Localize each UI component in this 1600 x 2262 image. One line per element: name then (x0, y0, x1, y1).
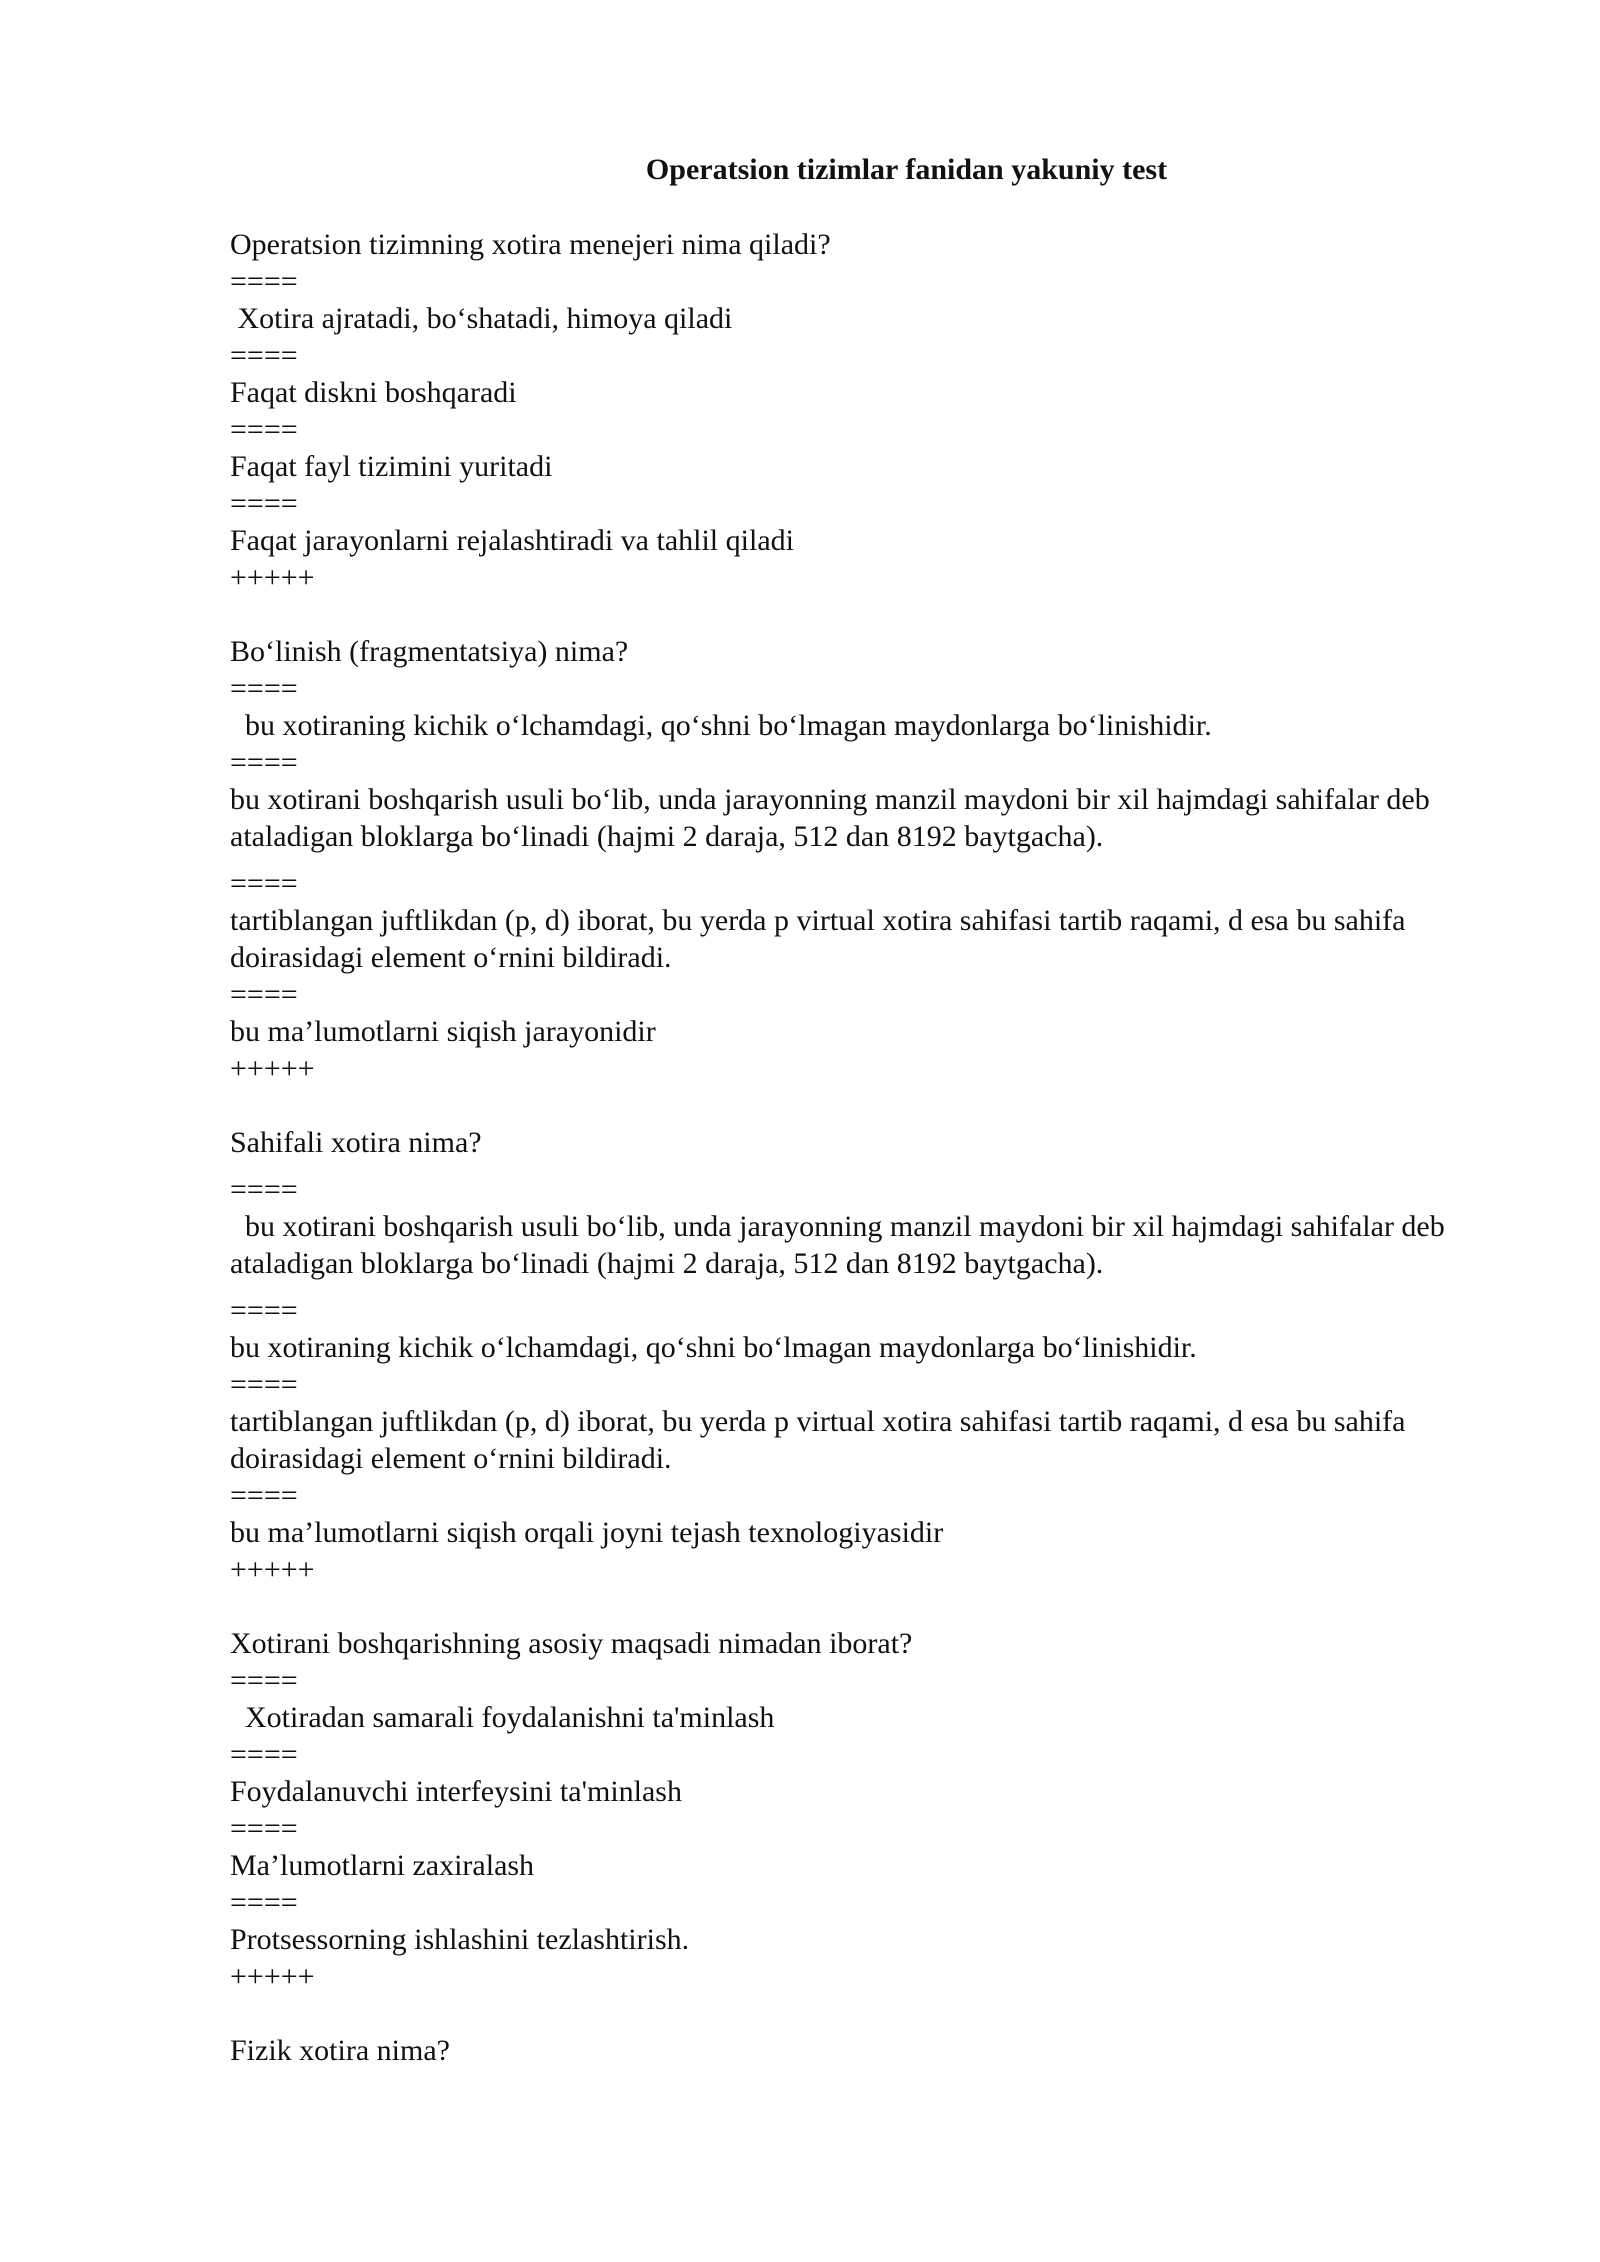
answer-option: Faqat diskni boshqaradi (230, 376, 517, 409)
option-separator: ==== (230, 672, 298, 705)
question-text: Fizik xotira nima? (230, 2034, 450, 2067)
option-spacer (230, 1282, 1510, 1292)
answer-option: Faqat jarayonlarni rejalashtiradi va tahlil qiladi (230, 524, 794, 557)
answer-option: tartiblangan juftlikdan (p, d) iborat, bu yerda p virtual xotira sahifasi tartib raqami, d esa bu sahifa doirasidagi element o‘rnini bildiradi. (230, 1405, 1413, 1475)
question-text: Sahifali xotira nima? (230, 1126, 482, 1159)
answer-option: Xotiradan samarali foydalanishni ta'minlash (230, 1701, 775, 1734)
question-end-marker: +++++ (230, 561, 315, 594)
question-text: Bo‘linish (fragmentatsiya) nima? (230, 635, 629, 668)
question-text: Xotirani boshqarishning asosiy maqsadi nimadan iborat? (230, 1627, 913, 1660)
question-spacer (230, 1588, 1510, 1625)
question-spacer (230, 1995, 1510, 2032)
option-separator: ==== (230, 1173, 298, 1206)
option-separator: ==== (230, 1479, 298, 1512)
answer-option: bu xotiraning kichik o‘lchamdagi, qo‘shni bo‘lmagan maydonlarga bo‘linishidir. (230, 709, 1212, 742)
answer-option: bu xotirani boshqarish usuli bo‘lib, unda jarayonning manzil maydoni bir xil hajmdagi sahifalar deb ataladigan bloklarga bo‘linadi (hajmi 2 daraja, 512 dan 8192 baytgacha). (230, 783, 1438, 853)
option-spacer (230, 855, 1510, 865)
document-title: Operatsion tizimlar fanidan yakuniy test (645, 153, 1168, 186)
answer-option: bu ma’lumotlarni siqish jarayonidir (230, 1015, 656, 1048)
option-separator: ==== (230, 413, 298, 446)
test-content (230, 226, 1510, 2069)
answer-option: Xotira ajratadi, bo‘shatadi, himoya qiladi (230, 302, 733, 335)
option-separator: ==== (230, 339, 298, 372)
answer-option: bu xotirani boshqarish usuli bo‘lib, unda jarayonning manzil maydoni bir xil hajmdagi sahifalar deb ataladigan bloklarga bo‘linadi (hajmi 2 daraja, 512 dan 8192 baytgacha). (230, 1210, 1453, 1280)
answer-option: bu xotiraning kichik o‘lchamdagi, qo‘shni bo‘lmagan maydonlarga bo‘linishidir. (230, 1331, 1197, 1364)
answer-option: bu ma’lumotlarni siqish orqali joyni tejash texnologiyasidir (230, 1516, 944, 1549)
option-spacer (230, 1161, 1510, 1171)
option-separator: ==== (230, 1368, 298, 1401)
option-separator: ==== (230, 1294, 298, 1327)
option-separator: ==== (230, 746, 298, 779)
option-separator: ==== (230, 487, 298, 520)
answer-option: tartiblangan juftlikdan (p, d) iborat, bu yerda p virtual xotira sahifasi tartib raqami, d esa bu sahifa doirasidagi element o‘rnini bildiradi. (230, 904, 1413, 974)
answer-option: Faqat fayl tizimini yuritadi (230, 450, 553, 483)
option-separator: ==== (230, 867, 298, 900)
option-separator: ==== (230, 1886, 298, 1919)
answer-option: Foydalanuvchi interfeysini ta'minlash (230, 1775, 682, 1808)
option-separator: ==== (230, 1812, 298, 1845)
question-spacer (230, 1087, 1510, 1124)
question-text: Operatsion tizimning xotira menejeri nima qiladi? (230, 228, 831, 261)
question-spacer (230, 596, 1510, 633)
option-separator: ==== (230, 265, 298, 298)
question-end-marker: +++++ (230, 1960, 315, 1993)
question-end-marker: +++++ (230, 1052, 315, 1085)
option-separator: ==== (230, 1664, 298, 1697)
question-end-marker: +++++ (230, 1553, 315, 1586)
option-separator: ==== (230, 1738, 298, 1771)
answer-option: Ma’lumotlarni zaxiralash (230, 1849, 535, 1882)
option-separator: ==== (230, 978, 298, 1011)
answer-option: Protsessorning ishlashini tezlashtirish. (230, 1923, 690, 1956)
